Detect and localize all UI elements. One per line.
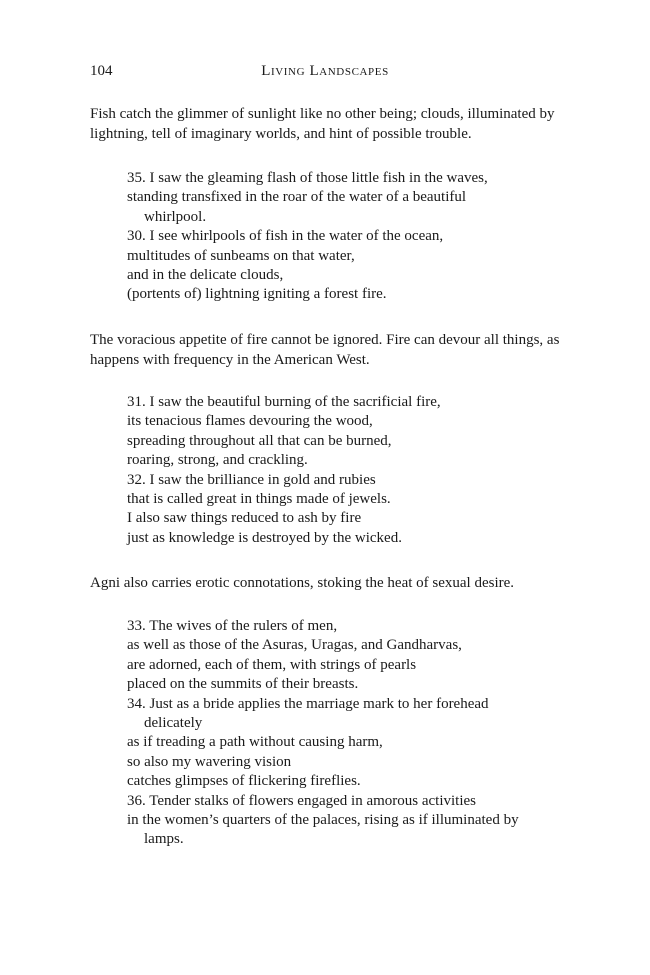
running-title: Living Landscapes [261,63,389,79]
verse-line: 30. I see whirlpools of fish in the water of the ocean, [127,228,444,245]
verse-line: in the women’s quarters of the palaces, rising as if illuminated by [127,812,519,829]
verse-line: 36. Tender stalks of flowers engaged in amorous activities [127,792,476,809]
verse-line: I also saw things reduced to ash by fire [127,510,362,527]
paragraph-fish: Fish catch the glimmer of sunlight like no other being; clouds, illuminated by lightning, tell of imaginary worlds, and hint of possible trouble. [90,106,555,142]
verse-line: 32. I saw the brilliance in gold and rubies [127,471,376,488]
verse-line: lamps. [144,831,184,848]
verse-line: delicately [144,715,203,732]
page-header [90,61,560,81]
page-number: 104 [90,63,113,79]
verse-line: spreading throughout all that can be burned, [127,432,392,449]
verse-line: just as knowledge is destroyed by the wicked. [127,529,402,546]
verse-block-fish [127,169,557,305]
verse-line: 31. I saw the beautiful burning of the sacrificial fire, [127,394,441,410]
verse-line: are adorned, each of them, with strings of pearls [127,656,417,673]
verse-line: placed on the summits of their breasts. [127,676,359,693]
verse-line: and in the delicate clouds, [127,267,284,284]
verse-block-agni [127,617,557,850]
verse-line: as well as those of the Asuras, Uragas, and Gandharvas, [127,637,462,654]
verse-line: multitudes of sunbeams on that water, [127,247,355,264]
verse-line: 34. Just as a bride applies the marriage mark to her forehead [127,695,489,712]
verse-line: roaring, strong, and crackling. [127,452,308,469]
verse-line: so also my wavering vision [127,753,292,770]
verse-line: (portents of) lightning igniting a forest fire. [127,286,387,303]
verse-line: whirlpool. [144,208,207,225]
verse-line: 35. I saw the gleaming flash of those little fish in the waves, [127,170,488,186]
verse-block-fire [127,393,557,548]
paragraph-fire: The voracious appetite of fire cannot be ignored. Fire can devour all things, as happens with frequency in the American West. [90,332,560,368]
verse-line: that is called great in things made of jewels. [127,491,391,508]
verse-line: as if treading a path without causing harm, [127,734,383,751]
verse-line: its tenacious flames devouring the wood, [127,413,373,430]
verse-line: standing transfixed in the roar of the water of a beautiful [127,189,467,206]
paragraph-agni: Agni also carries erotic connotations, stoking the heat of sexual desire. [90,575,515,591]
verse-line: catches glimpses of flickering fireflies. [127,773,361,790]
verse-line: 33. The wives of the rulers of men, [127,618,338,634]
